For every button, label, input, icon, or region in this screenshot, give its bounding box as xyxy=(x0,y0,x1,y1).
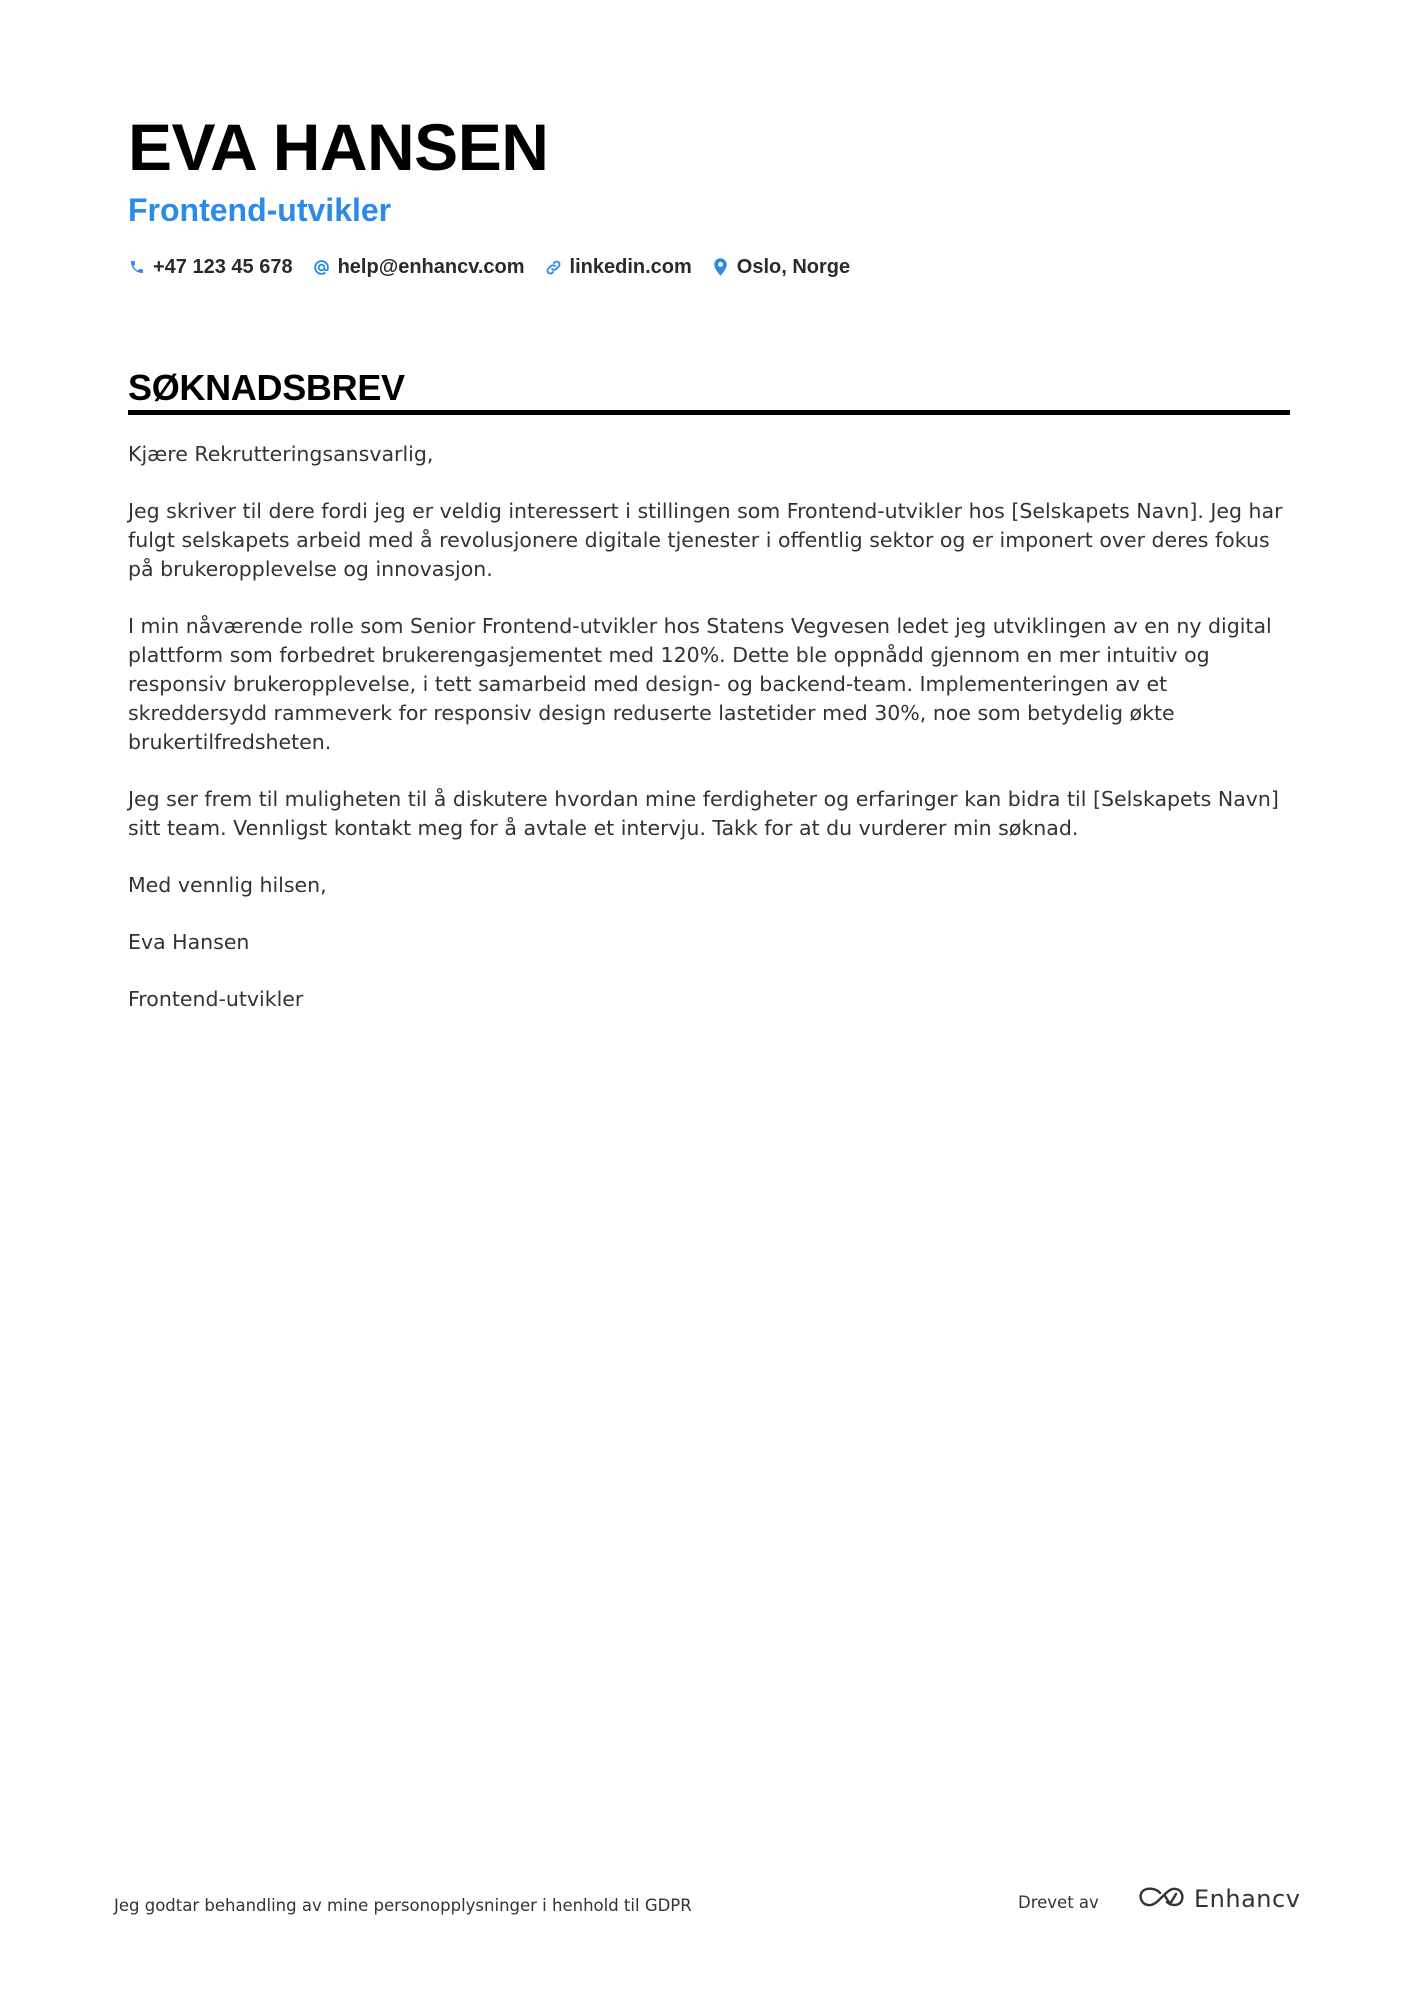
contact-location xyxy=(712,252,850,282)
letter-signature-role: Frontend-utvikler xyxy=(128,987,304,1011)
contact-linkedin[interactable] xyxy=(545,252,692,282)
enhancv-logo-icon xyxy=(1138,1885,1186,1914)
contact-email-text: help@enhancv.com xyxy=(337,256,525,278)
letter-greeting: Kjære Rekrutteringsansvarlig, xyxy=(128,442,434,466)
contact-phone-text: +47 123 45 678 xyxy=(153,256,293,278)
letter-body xyxy=(128,440,1290,1042)
letter-paragraph-1: Jeg skriver til dere fordi jeg er veldig interessert i stillingen som Frontend-utvikler hos [Selskapets Navn]. Jeg har fulgt selskapets arbeid med å revolusjonere digitale tjenester i offentlig sektor og er imponert over deres fokus på brukeropplevelse og innovasjon. xyxy=(128,499,1283,581)
contact-email[interactable] xyxy=(313,252,525,282)
at-icon xyxy=(313,257,331,277)
gdpr-consent-text: Jeg godtar behandling av mine personopplysninger i henhold til GDPR xyxy=(114,1896,692,1915)
link-icon xyxy=(545,257,563,277)
contact-bar xyxy=(128,252,850,282)
contact-linkedin-text: linkedin.com xyxy=(569,256,692,278)
letter-signature-name: Eva Hansen xyxy=(128,930,250,954)
candidate-role: Frontend-utvikler xyxy=(128,192,392,228)
section-title: SØKNADSBREV xyxy=(128,367,405,408)
contact-location-text: Oslo, Norge xyxy=(736,256,851,278)
letter-paragraph-3: Jeg ser frem til muligheten til å diskutere hvordan mine ferdigheter og erfaringer kan bidra til [Selskapets Navn] sitt team. Vennligst kontakt meg for å avtale et intervju. Takk for at du vurderer min søknad. xyxy=(128,787,1279,840)
phone-icon xyxy=(128,257,146,277)
letter-paragraph-2: I min nåværende rolle som Senior Frontend-utvikler hos Statens Vegvesen ledet jeg utviklingen av en ny digital plattform som forbedret brukerengasjementet med 120%. Dette ble oppnådd gjennom en mer intuitiv og responsiv brukeropplevelse, i tett samarbeid med design- og backend-team. Implementeringen av et skreddersydd rammeverk for responsiv design reduserte lastetider med 30%, noe som betydelig økte brukertilfredsheten. xyxy=(128,614,1272,754)
enhancv-brand-link[interactable] xyxy=(1138,1884,1300,1914)
location-pin-icon xyxy=(712,257,730,277)
powered-by-text: Drevet av xyxy=(1018,1893,1099,1912)
letter-closing: Med vennlig hilsen, xyxy=(128,873,327,897)
enhancv-brand-text: Enhancv xyxy=(1194,1885,1301,1913)
candidate-name: EVA HANSEN xyxy=(128,110,549,184)
contact-phone[interactable] xyxy=(128,252,293,282)
section-divider xyxy=(128,410,1290,415)
